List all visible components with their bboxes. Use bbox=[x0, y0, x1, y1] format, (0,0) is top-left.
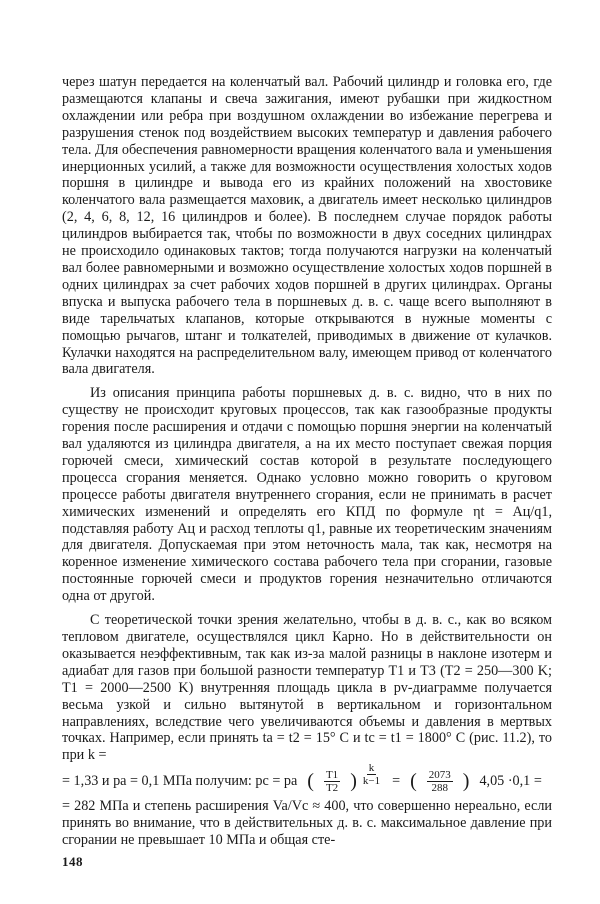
formula-exp-den: k−1 bbox=[362, 774, 381, 787]
page-body bbox=[62, 74, 552, 849]
paragraph-1: через шатун передается на коленчатый вал. Рабочий цилиндр и головка его, где размещаются клапаны и свеча зажигания, имеют рубашки при жидкостном охлаждении или ребра при воздушном охлаждении во избежание перегрева и разрушения стенок под воздействием высоких температур и давления рабочего тела. Для обеспечения равномерности вращения коленчатого вала и уменьшения инерционных усилий, а также для возможности осуществления холостых ходов поршня в цилиндре и вывода его из крайних положений на хвостовике коленчатого вала размещается маховик, а двигатель имеет несколько цилиндров (2, 4, 6, 8, 12, 16 цилиндров и более). В последнем случае порядок работы цилиндров выбирается так, чтобы по возможности в двух соседних цилиндрах не происходило одинаковых тактов; тогда получаются нагрузки на коленчатый вал более равномерными и возможно осуществление холостых ходов поршней в одних цилиндрах за счет рабочих ходов поршней в других цилиндрах. Органы впуска и выпуска рабочего тела в поршневых д. в. с. чаще всего выполняют в виде тарельчатых клапанов, которые открываются в нужные моменты с помощью рычагов, штанг и толкателей, приводимых в движение от кулачков. Кулачки находятся на распределительном валу, имеющем привод от коленчатого вала двигателя. bbox=[62, 74, 552, 378]
formula-tail: 4,05 ·0,1 = bbox=[479, 772, 542, 789]
formula-fraction-values bbox=[427, 769, 453, 794]
formula-frac1-num: T1 bbox=[325, 768, 339, 781]
formula-paren-open: ( bbox=[307, 769, 314, 792]
formula-paren-open-2: ( bbox=[410, 769, 417, 792]
formula-paren-close: ) bbox=[350, 769, 357, 792]
formula-frac2-den: 288 bbox=[431, 781, 449, 794]
formula-frac1-den: T2 bbox=[325, 781, 339, 794]
paragraph-3: С теоретической точки зрения желательно, чтобы в д. в. с., как во всяком тепловом двигателе, осуществлялся цикл Карно. Но в действительности он оказывается неэффективным, так как из-за малой разницы в наклоне изотерм и адиабат для газов при большой разности температур T1 и T3 (T2 = 250—300 K; T1 = 2000—2500 K) внутренняя площадь цикла в pv-диаграмме получается весьма узкой и сильно вытянутой в вертикальном и горизонтальном направлениях, вследствие чего увеличиваются объемы и давления в мертвых точках. Например, если принять ta = t2 = 15° C и tc = t1 = 1800° C (рис. 11.2), то при k = bbox=[62, 612, 552, 764]
formula-fraction-temperatures bbox=[324, 769, 340, 794]
formula-lead: = 1,33 и pa = 0,1 МПа получим: pc = pa bbox=[62, 772, 298, 789]
formula-exp-num: k bbox=[368, 761, 375, 774]
page-number: 148 bbox=[62, 854, 83, 869]
paragraph-2: Из описания принципа работы поршневых д. в. с. видно, что в них по существу не происходит круговых процессов, так как газообразные продукты горения после расширения и отдачи с помощью поршня энергии на коленчатый вал удаляются из цилиндра двигателя, а на их место поступает свежая порция горючей смеси, химический состав которой в результате последующего процесса сгорания меняется. Однако условно можно говорить о круговом процессе работы двигателя внутреннего сгорания, если не принимать в расчет химических изменений и определять его КПД по формуле ηt = Aц/q1, подставляя работу Aц и расход теплоты q1, равные их теоретическим значениям для двигателя. Допускаемая при этом неточность мала, так как, несмотря на коренное изменение химического состава рабочего тела при сгорании, газовые постоянные горючей смеси и продуктов горения незначительно отличаются одна от другой. bbox=[62, 385, 552, 605]
formula-line bbox=[62, 761, 552, 798]
formula-paren-close-2: ) bbox=[462, 769, 470, 792]
formula-equals: = bbox=[392, 772, 401, 789]
formula-frac2-num: 2073 bbox=[428, 768, 451, 781]
formula-exponent bbox=[361, 762, 382, 787]
paragraph-4: = 282 МПа и степень расширения Va/Vc ≈ 400, что совершенно нереально, если принять во внимание, что в действительных д. в. с. максимальное давление при сгорании не превышает 10 МПа и общая сте- bbox=[62, 798, 552, 849]
